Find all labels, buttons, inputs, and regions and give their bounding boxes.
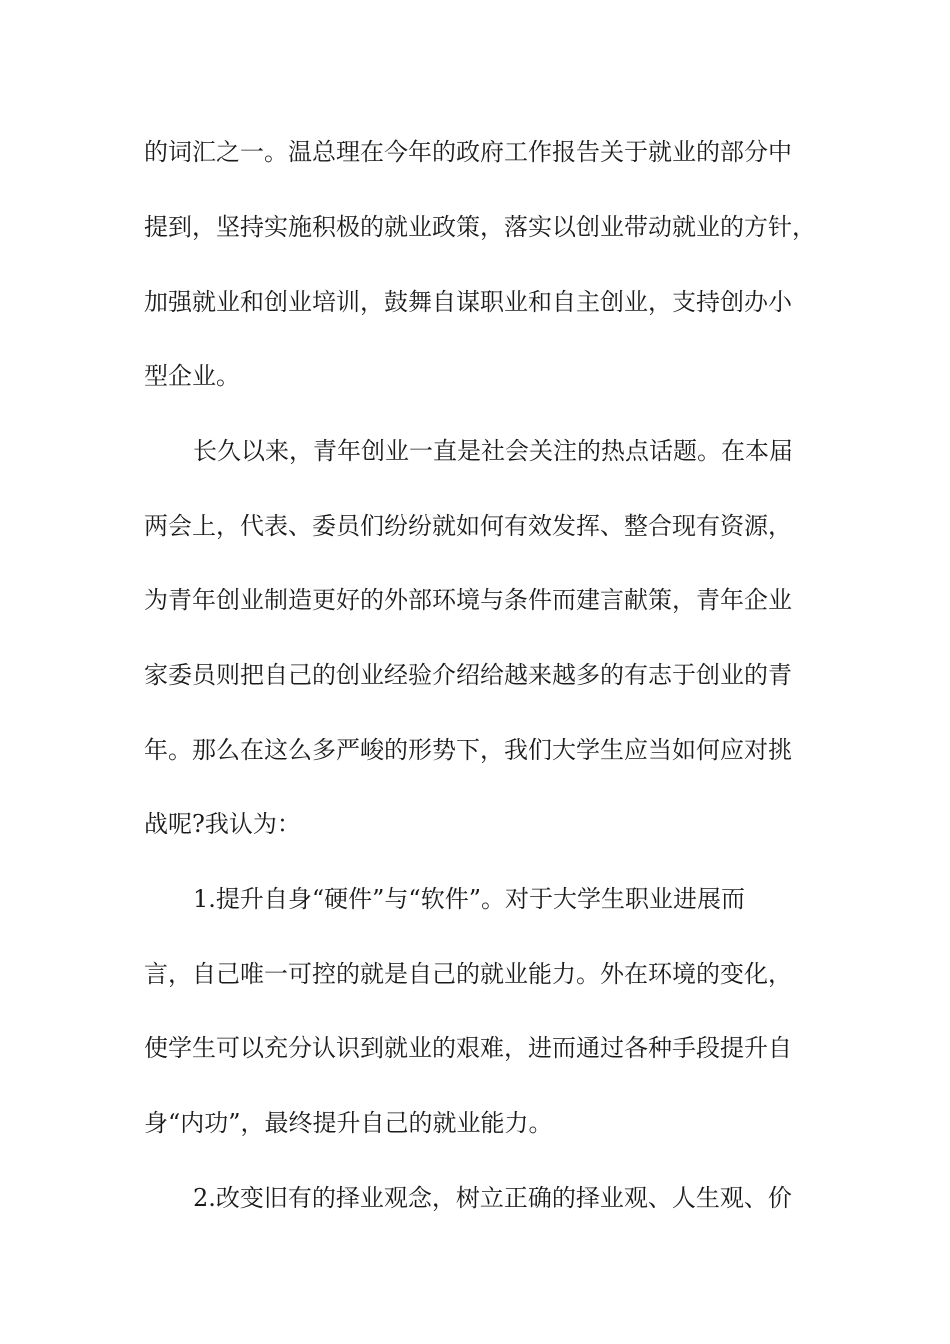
text-line: 长久以来，青年创业一直是社会关注的热点话题。在本届 [193, 437, 793, 465]
text-line: 言，自己唯一可控的就是自己的就业能力。外在环境的变化， [144, 960, 792, 988]
text-line: 使学生可以充分认识到就业的艰难，进而通过各种手段提升自 [144, 1034, 792, 1062]
text-line: 2.改变旧有的择业观念，树立正确的择业观、人生观、价 [193, 1184, 792, 1212]
text-line: 1.提升自身“硬件”与“软件”。对于大学生职业进展而 [193, 885, 745, 913]
text-line: 加强就业和创业培训，鼓舞自谋职业和自主创业，支持创办小 [144, 288, 792, 316]
text-line: 为青年创业制造更好的外部环境与条件而建言献策，青年企业 [144, 586, 792, 614]
text-line: 提到，坚持实施积极的就业政策，落实以创业带动就业的方针， [144, 213, 816, 241]
text-line: 身“内功”，最终提升自己的就业能力。 [144, 1109, 553, 1137]
text-line: 家委员则把自己的创业经验介绍给越来越多的有志于创业的青 [144, 661, 792, 689]
text-line: 两会上，代表、委员们纷纷就如何有效发挥、整合现有资源， [144, 512, 792, 540]
text-line: 的词汇之一。温总理在今年的政府工作报告关于就业的部分中 [144, 138, 792, 166]
text-line: 战呢?我认为： [144, 810, 301, 838]
text-line: 型企业。 [144, 362, 240, 390]
text-line: 年。那么在这么多严峻的形势下，我们大学生应当如何应对挑 [144, 736, 792, 764]
